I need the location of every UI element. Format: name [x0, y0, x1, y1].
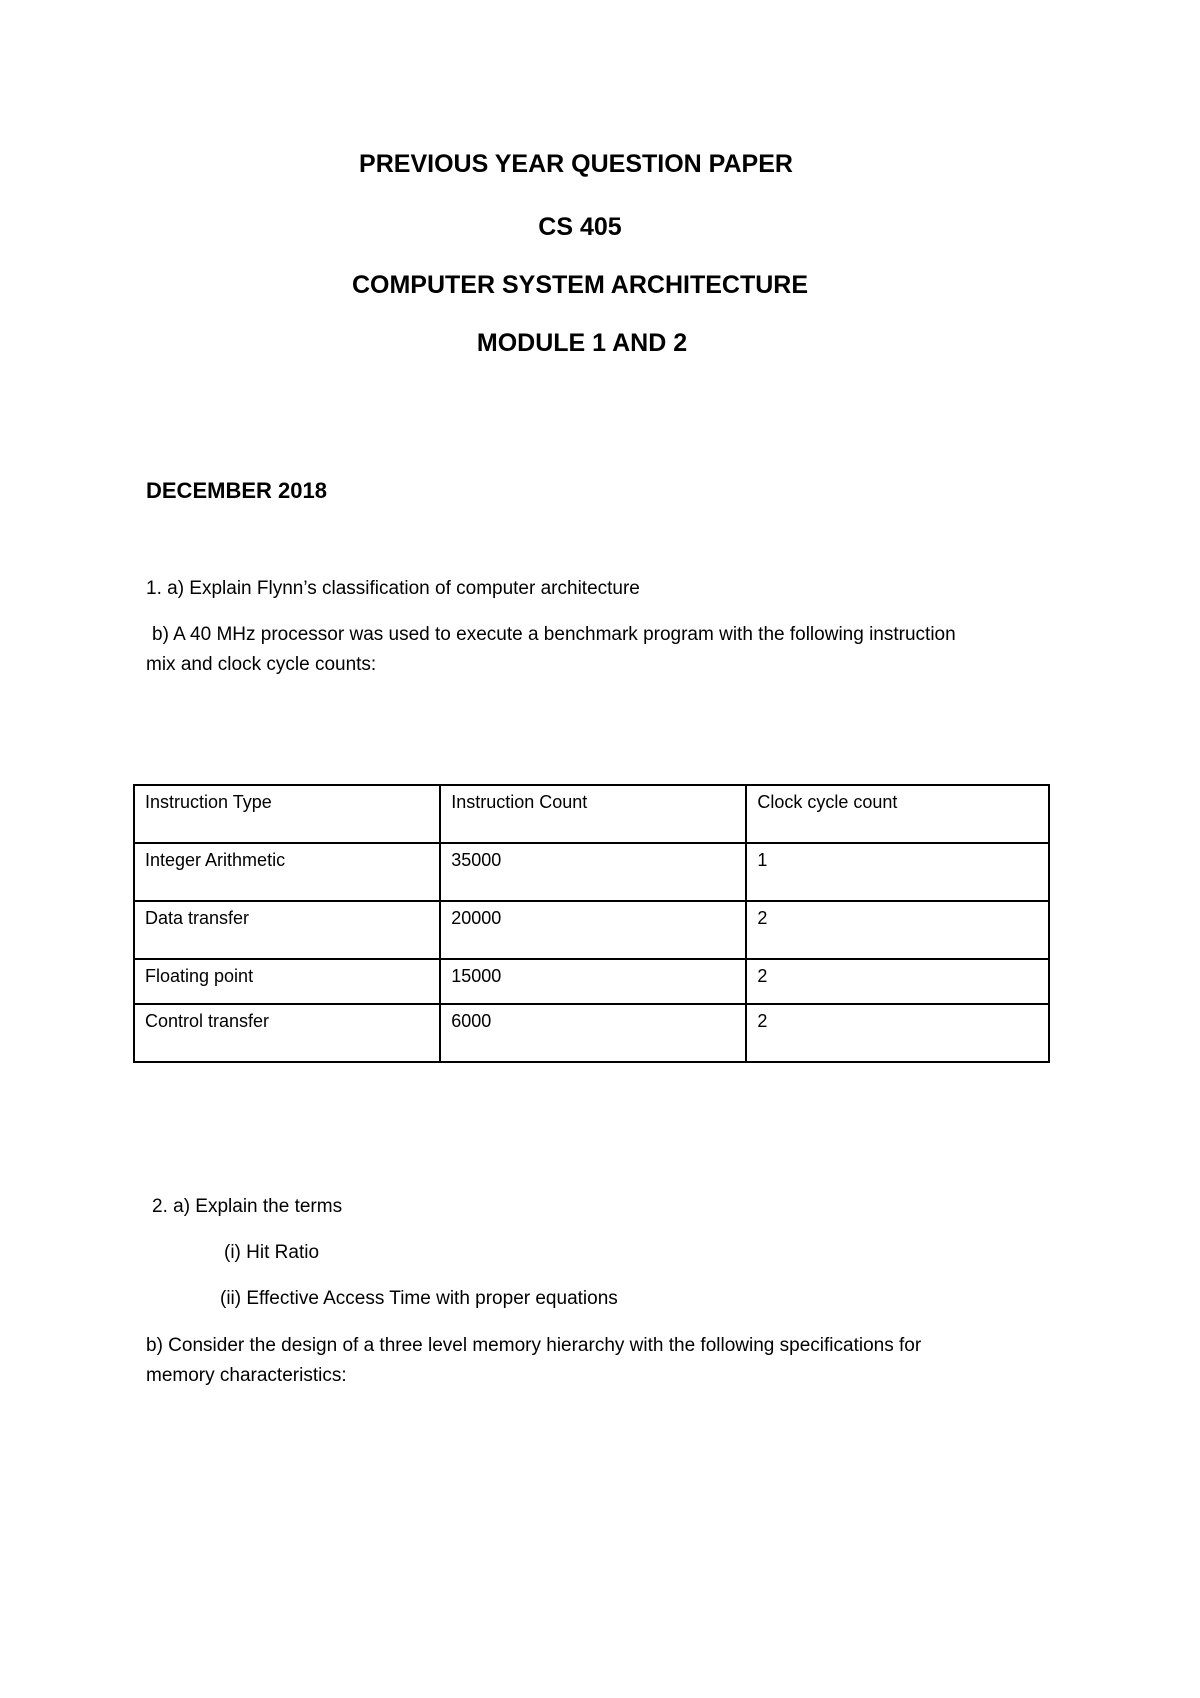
table-row — [134, 959, 1049, 1004]
table-cell: Data transfer — [134, 901, 440, 959]
question-2a-item-ii: (ii) Effective Access Time with proper equations — [220, 1288, 618, 1309]
table-cell: 15000 — [440, 959, 746, 1004]
section-heading-december-2018: DECEMBER 2018 — [146, 478, 327, 503]
question-1b-line-1: b) A 40 MHz processor was used to execute a benchmark program with the following instruction — [152, 624, 956, 645]
table-cell: Floating point — [134, 959, 440, 1004]
table-header-row — [134, 785, 1049, 843]
title-previous-year-question-paper: PREVIOUS YEAR QUESTION PAPER — [359, 150, 793, 178]
title-modules: MODULE 1 AND 2 — [476, 329, 688, 357]
question-1a: 1. a) Explain Flynn’s classification of computer architecture — [146, 578, 640, 599]
table-header-cell: Instruction Count — [440, 785, 746, 843]
table-row — [134, 1004, 1049, 1062]
table-cell: 6000 — [440, 1004, 746, 1062]
table-cell: 2 — [746, 959, 1049, 1004]
table-header-cell: Clock cycle count — [746, 785, 1049, 843]
table-cell: 2 — [746, 901, 1049, 959]
question-2b-line-1: b) Consider the design of a three level memory hierarchy with the following specifications for — [146, 1335, 922, 1356]
table-cell: Integer Arithmetic — [134, 843, 440, 901]
table-cell: Control transfer — [134, 1004, 440, 1062]
table-row — [134, 843, 1049, 901]
table-cell: 1 — [746, 843, 1049, 901]
instruction-mix-table — [133, 784, 1050, 1063]
question-2b-line-2: memory characteristics: — [146, 1365, 347, 1386]
title-course-code: CS 405 — [538, 213, 622, 241]
table-header-cell: Instruction Type — [134, 785, 440, 843]
question-2a-item-i: (i) Hit Ratio — [224, 1242, 320, 1263]
question-2a: 2. a) Explain the terms — [152, 1196, 343, 1217]
table-cell: 35000 — [440, 843, 746, 901]
title-course-name: COMPUTER SYSTEM ARCHITECTURE — [351, 271, 809, 299]
table-cell: 2 — [746, 1004, 1049, 1062]
table-cell: 20000 — [440, 901, 746, 959]
table-row — [134, 901, 1049, 959]
question-1b-line-2: mix and clock cycle counts: — [146, 654, 377, 675]
